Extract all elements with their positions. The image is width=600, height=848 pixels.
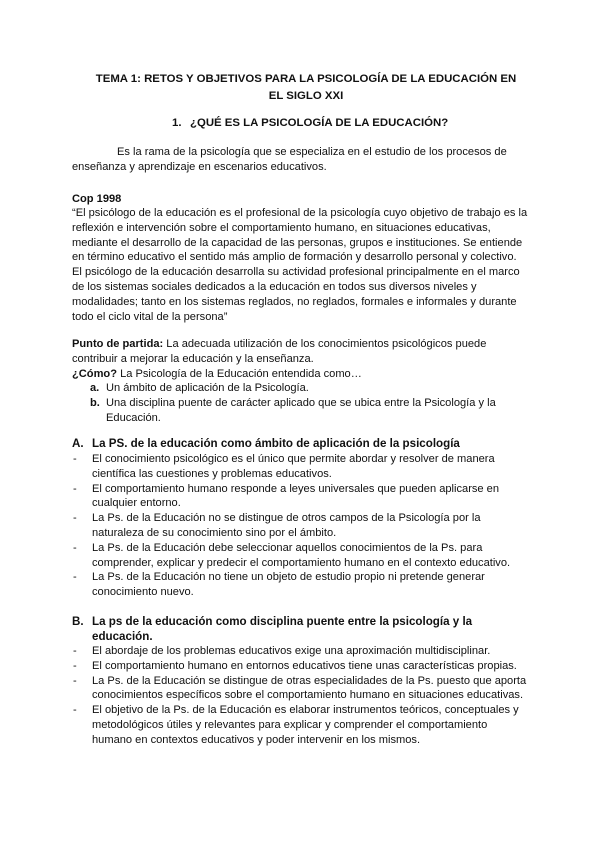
section-a-heading [72,436,528,451]
list-item-text: El comportamiento humano responde a leyes universales que pueden aplicarse en cualquier entorno. [92,482,500,510]
list-item-text: La Ps. de la Educación no tiene un objeto de estudio propio ni pretende generar conocimiento nuevo. [92,571,485,599]
list-item [72,511,528,541]
como-line [72,367,362,382]
section-heading-text: ¿QUÉ ES LA PSICOLOGÍA DE LA EDUCACIÓN? [190,117,449,129]
list-item-text: El comportamiento humano en entornos educativos tiene unas características propias. [92,659,517,672]
dash-bullet: - [73,512,77,525]
list-item-text: La Ps. de la Educación no se distingue de otros campos de la Psicología por la naturaleza de su conocimiento sino por el ámbito. [92,512,481,539]
dash-bullet: - [73,704,77,717]
como-text: La Psicología de la Educación entendida como… [116,368,362,380]
list-item-text: Un ámbito de aplicación de la Psicología. [106,382,309,394]
list-item [72,452,528,482]
cop-quote: “El psicólogo de la educación es el profesional de la psicología cuyo objetivo de trabajo es la reflexión e intervención sobre el comportamiento humano, en situaciones educativas, mediante el desarrollo de la capacidad de las personas, grupos e instituciones. Se entiende en término educativo el sentido más amplio de formación y desarrollo personal y colectivo. El psicólogo de la educación desarrolla su actividad profesional principalmente en el marco de los sistemas sociales dedicados a la educación en todos sus diversos niveles y modalidades; tanto en los sistemas reglados, no reglados, formales e informales y durante todo el ciclo vital de la persona” [72,207,528,323]
section-number: 1. [172,117,182,129]
section-b-heading [72,614,528,644]
dash-bullet: - [73,482,77,495]
intro-paragraph: Es la rama de la psicología que se especializa en el estudio de los procesos de enseñanza y aprendizaje en escenarios educativos. [72,146,507,173]
document-title: TEMA 1: RETOS Y OBJETIVOS PARA LA PSICOLOGÍA DE LA EDUCACIÓN EN EL SIGLO XXI [95,73,517,102]
dash-bullet: - [73,571,77,584]
punto-de-partida-label: Punto de partida: [72,338,164,350]
list-item [72,381,528,396]
list-item [72,541,528,571]
list-item-text: Una disciplina puente de carácter aplicado que se ubica entre la Psicología y la Educación. [106,396,496,424]
cop-label: Cop 1998 [72,193,122,205]
como-list [72,381,528,425]
section-a-title: La PS. de la educación como ámbito de aplicación de la psicología [92,437,460,450]
list-item [72,644,528,659]
dash-bullet: - [73,659,77,672]
list-item [72,482,528,512]
list-item-label: b. [90,396,100,409]
section-b-title: La ps de la educación como disciplina puente entre la psicología y la educación. [92,615,473,643]
list-item [72,396,528,426]
dash-bullet: - [73,674,77,687]
list-item-text: El abordaje de los problemas educativos exige una aproximación multidisciplinar. [92,645,491,657]
dash-bullet: - [73,645,77,657]
list-item-text: La Ps. de la Educación se distingue de otras especialidades de la Ps. puesto que aporta conocimientos específicos sobre el comportamiento humano en situaciones educativas. [92,674,527,702]
section-heading-1 [172,117,448,129]
section-a-label: A. [72,437,84,450]
list-item [72,674,528,704]
list-item-text: La Ps. de la Educación debe seleccionar aquellos conocimientos de la Ps. para comprender, explicar y predecir el comportamiento humano en el contexto educativo. [92,541,511,569]
como-label: ¿Cómo? [72,368,117,380]
list-item-text: El objetivo de la Ps. de la Educación es elaborar instrumentos teóricos, conceptuales y metodológicos útiles y relevantes para explicar y comprender el comportamiento humano en contextos educativos y poder intervenir en los mismos. [92,704,519,746]
list-item-label: a. [90,382,100,394]
section-b-list [72,644,528,748]
list-item [72,570,528,600]
section-a-list [72,452,528,600]
dash-bullet: - [73,541,77,554]
list-item [72,703,528,747]
section-b-label: B. [72,615,84,628]
dash-bullet: - [73,453,77,465]
list-item-text: El conocimiento psicológico es el único que permite abordar y resolver de manera científica las cuestiones y problemas educativos. [92,453,495,480]
punto-de-partida [72,337,522,367]
list-item [72,659,528,674]
punto-de-partida-text: La adecuada utilización de los conocimientos psicológicos puede contribuir a mejorar la educación y la enseñanza. [72,338,487,365]
